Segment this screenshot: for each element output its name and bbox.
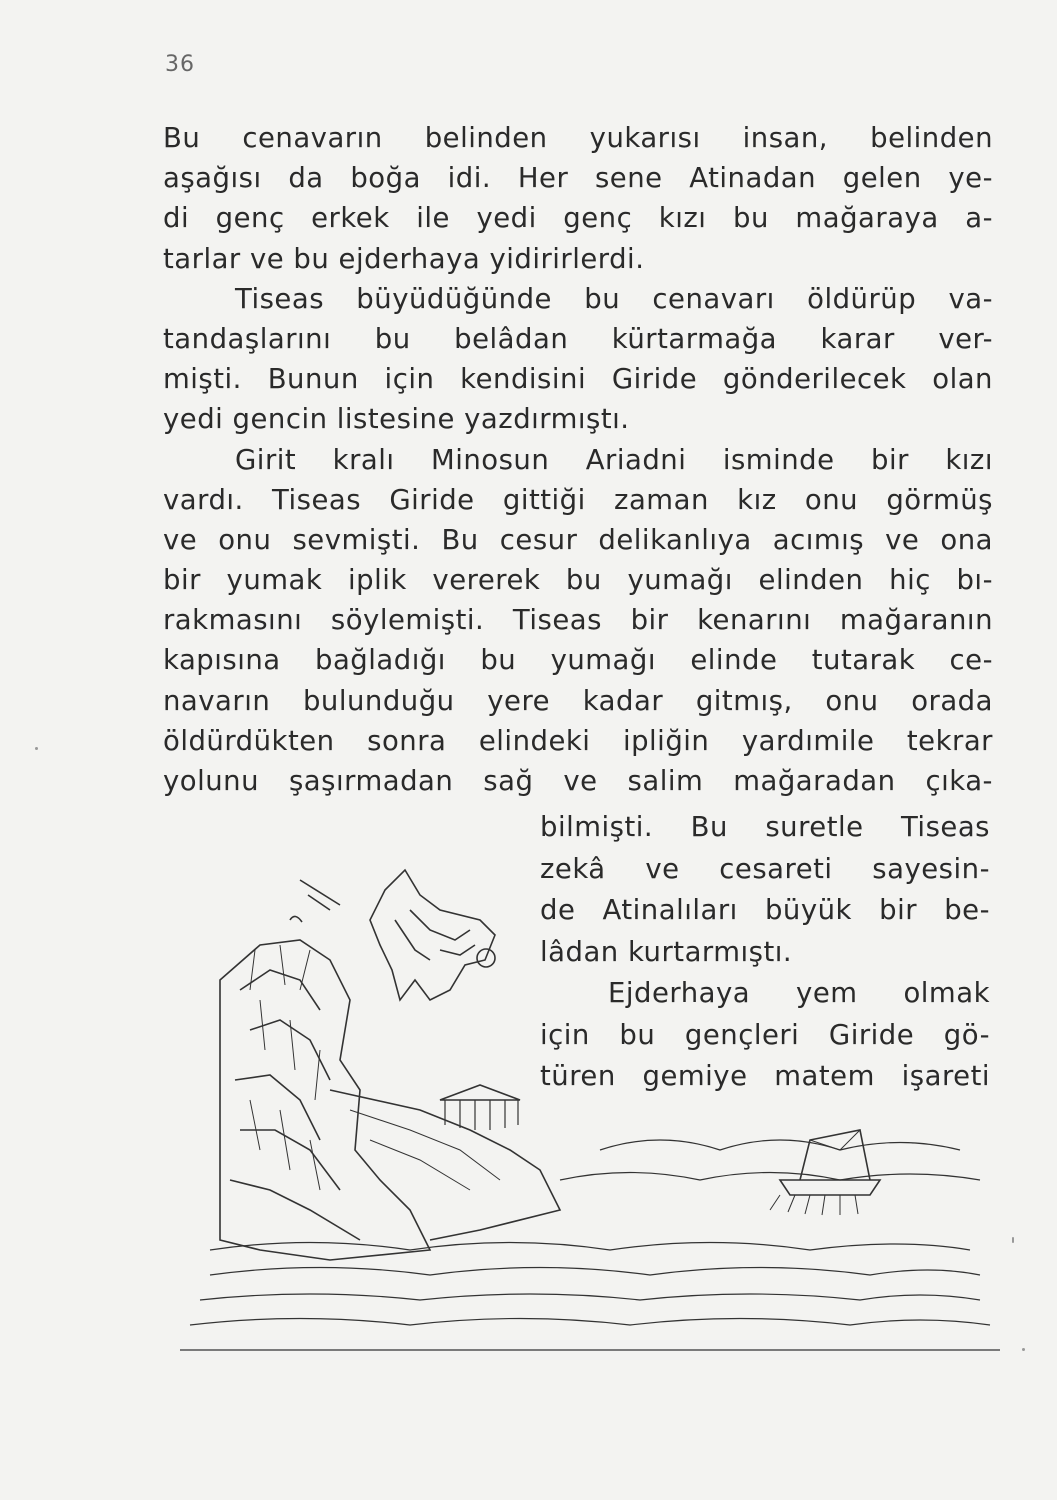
- text-line: aşağısı da boğa idi. Her sene Atinadan gelen ye-: [163, 162, 993, 195]
- text-line: rakmasını söylemişti. Tiseas bir kenarını mağaranın: [163, 604, 993, 637]
- text-line: Tiseas büyüdüğünde bu cenavarı öldürüp va-: [235, 282, 993, 315]
- text-line: tandaşlarını bu belâdan kürtarmağa karar ver-: [163, 322, 993, 355]
- text-line: Ejderhaya yem olmak: [608, 977, 990, 1009]
- text-line: tarlar ve bu ejderhaya yidirirlerdi.: [163, 242, 645, 275]
- text-line: türen gemiye matem işareti: [540, 1060, 990, 1092]
- text-line: için bu gençleri Giride gö-: [540, 1018, 990, 1051]
- text-line: vardı. Tiseas Giride gittiği zaman kız onu görmüş: [163, 483, 993, 516]
- falling-figure: [290, 870, 495, 1000]
- text-line: zekâ ve cesareti sayesin-: [540, 852, 990, 885]
- text-line: Bu cenavarın belinden yukarısı insan, belinden: [163, 122, 993, 154]
- text-line: lâdan kurtarmıştı.: [540, 935, 793, 968]
- text-line: navarın bulunduğu yere kadar gitmış, onu orada: [163, 684, 993, 717]
- text-line: de Atinalıları büyük bir be-: [540, 894, 990, 926]
- text-line: kapısına bağladığı bu yumağı elinde tutarak ce-: [163, 644, 993, 677]
- text-line: Girit kralı Minosun Ariadni isminde bir kızı: [235, 443, 993, 476]
- page-number: 36: [165, 52, 195, 77]
- cliff-sea-illustration: [180, 850, 1000, 1370]
- text-line: yolunu şaşırmadan sağ ve salim mağaradan çıka-: [163, 765, 993, 797]
- paper-speck: [1022, 1348, 1025, 1351]
- text-line: mişti. Bunun için kendisini Giride gönderilecek olan: [163, 363, 993, 396]
- sea-waves: [180, 1140, 1000, 1350]
- paper-speck: [1012, 1237, 1014, 1243]
- text-line: ve onu sevmişti. Bu cesur delikanlıya acımış ve ona: [163, 523, 993, 556]
- paper-speck: [35, 747, 38, 750]
- text-line: di genç erkek ile yedi genç kızı bu mağaraya a-: [163, 202, 993, 235]
- text-line: öldürdükten sonra elindeki ipliğin yardımile tekrar: [163, 724, 993, 757]
- text-line: bilmişti. Bu suretle Tiseas: [540, 811, 990, 843]
- main-text-block: [163, 118, 993, 801]
- text-line: yedi gencin listesine yazdırmıştı.: [163, 403, 630, 436]
- text-line: bir yumak iplik vererek bu yumağı elinden hiç bı-: [163, 564, 993, 597]
